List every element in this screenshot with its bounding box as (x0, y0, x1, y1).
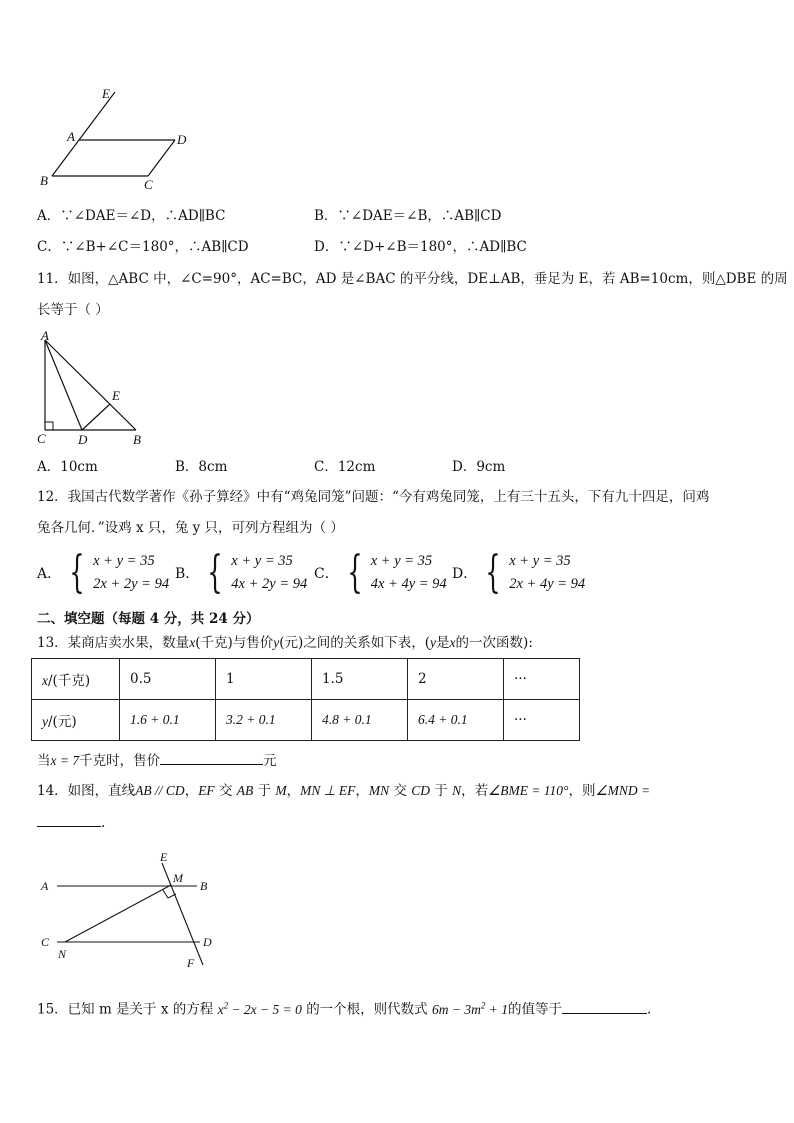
equation-1: x + y = 35 (370, 553, 433, 569)
right-angle-mark (45, 422, 53, 430)
expr-base: 6m − 3m (431, 1001, 481, 1017)
q12-option-a (37, 547, 170, 598)
label-e: E (112, 388, 120, 403)
line-ad (45, 340, 82, 430)
q13-value-table (31, 658, 580, 741)
table-row (32, 700, 580, 741)
label-e: E (160, 850, 168, 864)
q10-option-d: D．∵∠D+∠B＝180°，∴AD∥BC (314, 239, 527, 255)
q10-option-c: C．∵∠B+∠C＝180°，∴AB∥CD (37, 239, 249, 255)
q12-option-c (314, 547, 447, 598)
label-b: B (133, 432, 141, 447)
q14-stem-g: 交 (389, 783, 412, 799)
q14-stem (37, 782, 650, 800)
q13-ask (37, 751, 277, 770)
q11-option-a: A．10cm (37, 459, 98, 475)
math-mn-ef: MN ⊥ EF (300, 783, 356, 798)
q14-stem-a: 14．如图，直线 (37, 783, 136, 799)
eq-base: x (217, 1001, 224, 1017)
option-label: A． (37, 566, 62, 582)
q10-option-a: A．∵∠DAE＝∠D，∴AD∥BC (37, 208, 226, 224)
label-c: C (37, 431, 46, 446)
q11-stem-line2: 长等于（ ） (37, 302, 109, 318)
q14-stem-f: ， (355, 783, 369, 799)
q12-option-b (175, 547, 308, 598)
q13-stem-c: (元)之间的关系如下表，( (279, 635, 431, 651)
table-cell: 4.8 + 0.1 (312, 700, 408, 741)
equation-1: x + y = 35 (93, 553, 155, 569)
q10-option-b: B．∵∠DAE＝∠B，∴AB∥CD (314, 208, 502, 224)
label-m: M (173, 871, 183, 885)
brace-icon: { (207, 547, 223, 598)
var-x: x (189, 635, 196, 650)
label-d: D (203, 935, 212, 949)
table-cell: 1.5 (312, 659, 408, 700)
q14-answer-line (37, 813, 105, 832)
expr-rest: + 1 (485, 1001, 508, 1017)
label-c: C (41, 935, 50, 949)
table-cell: 6.4 + 0.1 (408, 700, 504, 741)
math-angle-bme: ∠BME = 110° (488, 783, 569, 798)
q14-stem-e: ， (286, 783, 301, 799)
q13-ask-c: 元 (263, 753, 277, 769)
var-y: y (42, 714, 48, 729)
table-cell: 0.5 (120, 659, 216, 700)
equation-1: x + y = 35 (509, 553, 571, 569)
q14-stem-b: ， (184, 783, 199, 799)
label-a: A (67, 129, 75, 144)
answer-blank[interactable] (37, 813, 101, 827)
section-heading: 二、填空题（每题 4 分，共 24 分） (37, 611, 260, 627)
table-cell: 2 (408, 659, 504, 700)
brace-icon: { (485, 547, 501, 598)
label-a: A (41, 879, 49, 893)
var-y: y (273, 635, 280, 650)
q14-stem-h: 于 (430, 783, 453, 799)
label-c: C (144, 177, 153, 192)
q13-stem-b: (千克)与售价 (195, 635, 274, 651)
q15-stem (37, 996, 651, 1019)
label-d: D (78, 432, 88, 447)
q13-stem-d: 是 (436, 635, 450, 651)
q11-option-d: D．9cm (452, 459, 506, 475)
math-ab-cd: AB // CD (135, 783, 185, 798)
var-x: x (449, 635, 456, 650)
q15-end: . (646, 1001, 652, 1018)
label-b: B (200, 879, 208, 893)
label-f: F (187, 956, 195, 970)
table-cell: 3.2 + 0.1 (216, 700, 312, 741)
math-mn: MN (368, 783, 390, 798)
q13-ask-a: 当 (37, 753, 51, 769)
table-cell: ··· (504, 700, 580, 741)
option-label: B． (175, 566, 200, 582)
table-head-y (32, 700, 120, 741)
answer-blank[interactable] (160, 751, 263, 765)
equation-2: 4x + 4y = 94 (370, 576, 447, 592)
equation-2: 2x + 4y = 94 (509, 576, 586, 592)
table-cell: 1.6 + 0.1 (120, 700, 216, 741)
q13-stem-e: 的一次函数): (455, 635, 533, 651)
q15-stem-b: 的一个根，则代数式 (306, 1001, 428, 1018)
label-d: D (177, 132, 187, 147)
math-cd: CD (411, 783, 430, 798)
line-ae (52, 92, 115, 176)
q12-option-d (452, 547, 586, 598)
line-dc (148, 140, 175, 176)
head-x-unit: /(千克) (48, 673, 91, 689)
q12-stem-line2: 兔各几何．”设鸡 x 只，兔 y 只，可列方程组为（ ） (37, 520, 344, 536)
q13-stem-a: 13．某商店卖水果，数量 (37, 635, 190, 651)
table-cell: ··· (504, 659, 580, 700)
q13-stem (37, 634, 533, 652)
q14-stem-c: 交 (214, 783, 237, 799)
math-m: M (275, 783, 287, 798)
math-angle-mnd: ∠MND = (595, 783, 651, 798)
q11-triangle-figure (30, 328, 160, 450)
q10-parallelogram-figure (30, 82, 210, 194)
label-b: B (40, 173, 48, 188)
line-de (82, 404, 110, 430)
q15-stem-c: 的值等于 (507, 1001, 562, 1018)
answer-blank[interactable] (562, 1000, 647, 1014)
q14-stem-d: 于 (253, 783, 276, 799)
var-x: x (42, 673, 48, 688)
math-ab: AB (236, 783, 254, 798)
brace-icon: { (347, 547, 363, 598)
q12-stem-line1: 12．我国古代数学著作《孙子算经》中有“鸡兔同笼”问题：“今有鸡兔同笼，上有三十五头，下有九十四足，问鸡 (37, 489, 710, 505)
q11-stem-line1: 11．如图，△ABC 中，∠C=90°，AC=BC，AD 是∠BAC 的平分线，DE⊥AB，垂足为 E，若 AB=10cm，则△DBE 的周 (37, 271, 788, 287)
line-mn (65, 885, 171, 942)
label-n: N (58, 947, 67, 961)
equation: $x^2 - 2x - 5 = 0$ (217, 1000, 302, 1017)
table-cell: 1 (216, 659, 312, 700)
math-n: N (452, 783, 462, 798)
q14-stem-i: ，若 (461, 783, 489, 799)
equation-2: 4x + 2y = 94 (231, 576, 308, 592)
q14-end: . (101, 815, 106, 831)
q11-option-c: C．12cm (314, 459, 376, 475)
q14-stem-j: ，则 (568, 783, 596, 799)
option-label: C． (314, 566, 339, 582)
q11-option-b: B．8cm (175, 459, 228, 475)
head-y-unit: /(元) (48, 714, 77, 730)
table-head-x (32, 659, 120, 700)
q13-ask-b: 千克时，售价 (79, 753, 161, 769)
math-ef: EF (198, 783, 215, 798)
brace-icon: { (69, 547, 85, 598)
q14-lines-figure (35, 845, 225, 973)
q15-stem-a: 15．已知 m 是关于 x 的方程 (37, 1001, 214, 1018)
equation-2: 2x + 2y = 94 (93, 576, 170, 592)
table-row (32, 659, 580, 700)
label-e: E (102, 86, 110, 101)
eq-rest: − 2x − 5 = 0 (228, 1001, 302, 1017)
line-ab (45, 340, 136, 430)
equation-1: x + y = 35 (231, 553, 293, 569)
var-y: y (430, 635, 437, 650)
label-a: A (41, 328, 49, 343)
ask-var: x = 7 (50, 753, 80, 768)
option-label: D． (452, 566, 478, 582)
expression: $6m - 3m^2 + 1$ (431, 1000, 508, 1017)
